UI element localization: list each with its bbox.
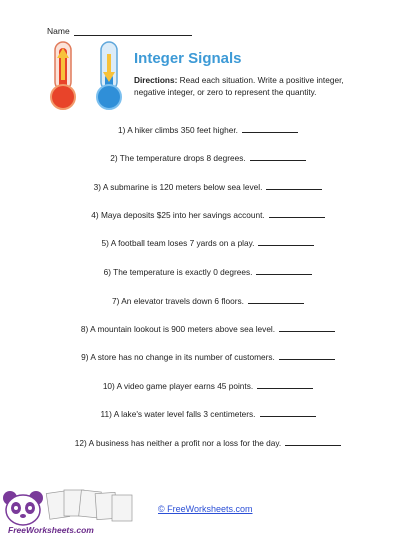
question-8 [0, 323, 416, 334]
answer-blank[interactable] [258, 237, 314, 246]
question-text: 9) A store has no change in its number of customers. [81, 352, 275, 362]
question-text: 2) The temperature drops 8 degrees. [110, 153, 246, 163]
answer-blank[interactable] [279, 323, 335, 332]
name-row [47, 26, 192, 36]
answer-blank[interactable] [257, 380, 313, 389]
thermometers-illustration [46, 40, 126, 112]
question-10 [0, 380, 416, 391]
question-text: 4) Maya deposits $25 into her savings account. [91, 210, 265, 220]
answer-blank[interactable] [248, 295, 304, 304]
answer-blank[interactable] [285, 437, 341, 446]
question-12 [0, 437, 416, 448]
name-label: Name [47, 26, 70, 36]
logo-wordmark: FreeWorksheets.com [8, 525, 94, 535]
question-text: 8) A mountain lookout is 900 meters above sea level. [80, 324, 276, 334]
freeworksheets-link[interactable]: © FreeWorksheets.com [158, 504, 253, 514]
question-text: 12) A business has neither a profit nor a loss for the day. [74, 438, 282, 448]
answer-blank[interactable] [242, 124, 298, 133]
directions-text: Read each situation. Write a positive integer, negative integer, or zero to represent the quantity. [134, 75, 344, 97]
worksheet-stack-icon [46, 490, 132, 521]
question-text: 3) A submarine is 120 meters below sea level. [93, 182, 263, 192]
question-6 [0, 266, 416, 277]
directions [134, 74, 364, 98]
answer-blank[interactable] [250, 152, 306, 161]
question-4 [0, 209, 416, 220]
directions-label: Directions: [134, 75, 178, 85]
question-text: 7) An elevator travels down 6 floors. [112, 296, 244, 306]
question-text: 11) A lake's water level falls 3 centimeters. [100, 409, 256, 419]
question-2 [0, 152, 416, 163]
question-text: 6) The temperature is exactly 0 degrees. [103, 267, 253, 277]
question-3 [0, 181, 416, 192]
question-11 [0, 408, 416, 419]
question-1 [0, 124, 416, 135]
question-9 [0, 351, 416, 362]
question-7 [0, 295, 416, 306]
worksheet-title: Integer Signals [134, 50, 242, 67]
hot-thermometer-icon [51, 42, 75, 109]
question-text: 1) A hiker climbs 350 feet higher. [118, 125, 238, 135]
question-text: 5) A football team loses 7 yards on a play. [101, 238, 255, 248]
name-field-line[interactable] [74, 26, 192, 36]
answer-blank[interactable] [266, 181, 322, 190]
answer-blank[interactable] [269, 209, 325, 218]
cold-thermometer-icon [97, 42, 121, 109]
panda-mascot-icon [3, 491, 43, 525]
answer-blank[interactable] [256, 266, 312, 275]
question-5 [0, 237, 416, 248]
answer-blank[interactable] [260, 408, 316, 417]
question-text: 10) A video game player earns 45 points. [102, 381, 254, 391]
answer-blank[interactable] [279, 351, 335, 360]
